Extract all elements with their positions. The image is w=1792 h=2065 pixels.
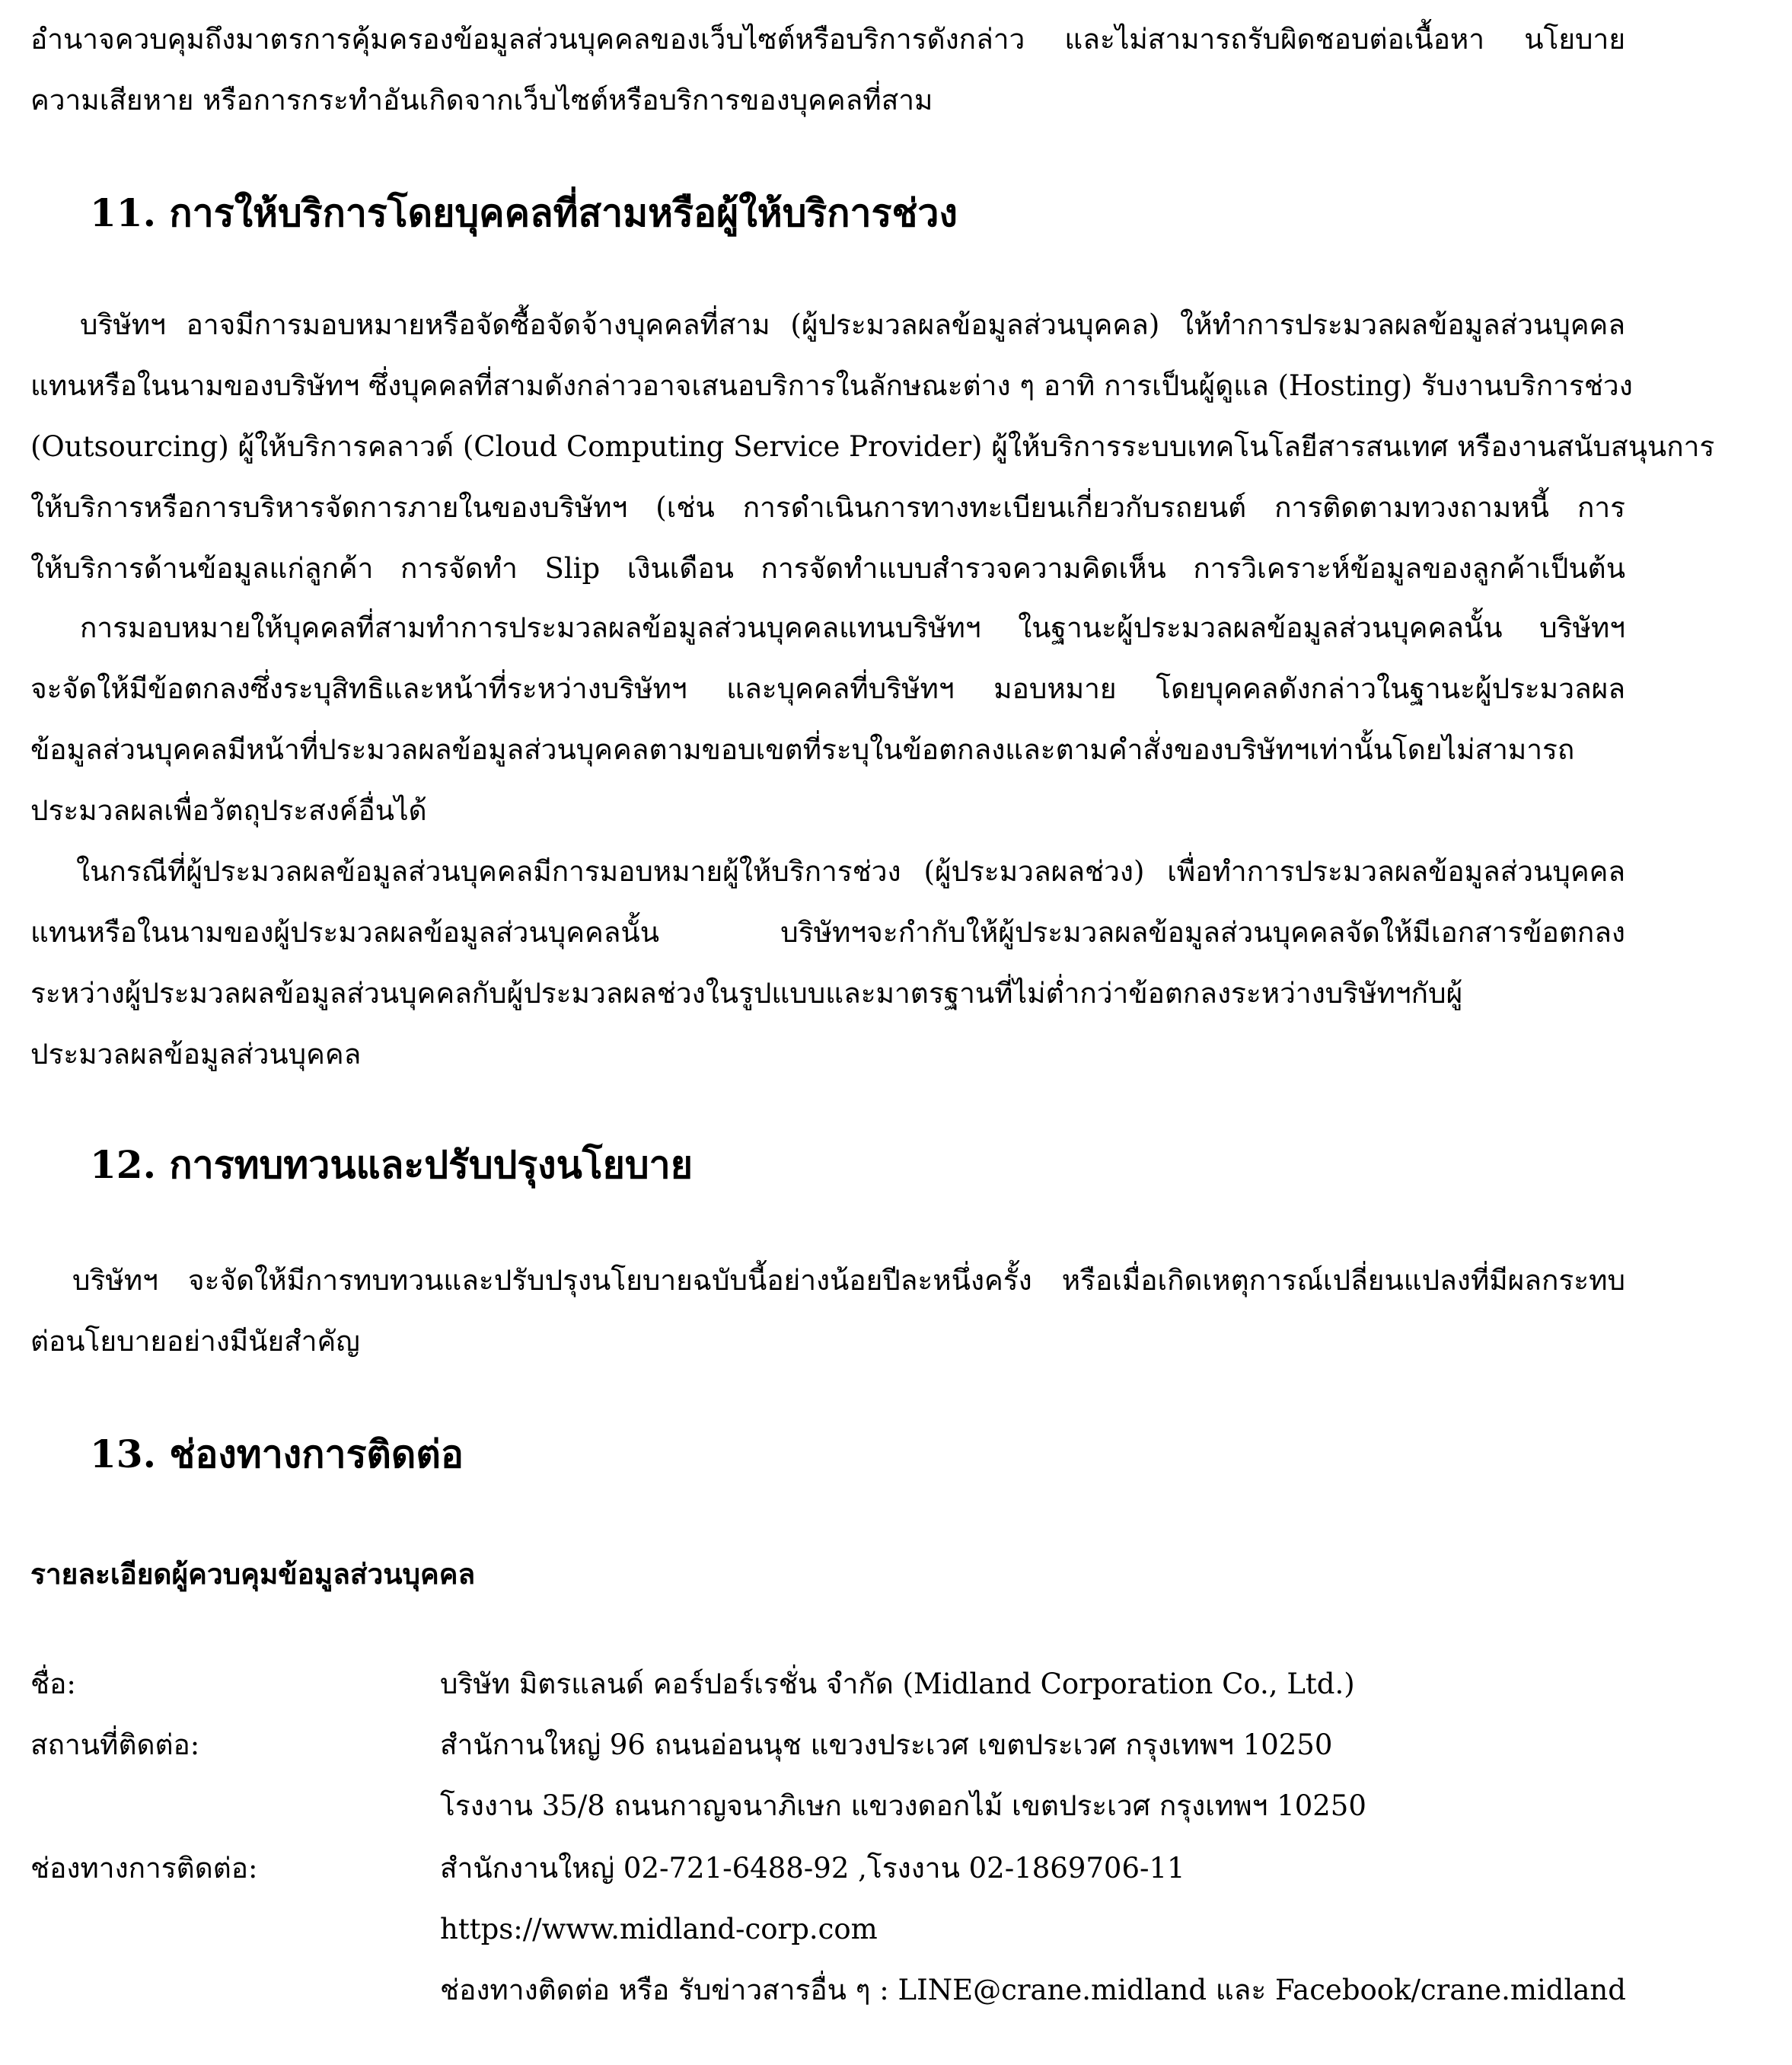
address-label: สถานที่ติดต่อ: — [30, 1728, 200, 1761]
s11-line-8: ข้อมูลส่วนบุคคลมีหน้าที่ประมวลผลข้อมูลส่วนบุคคลตามขอบเขตที่ระบุในข้อตกลงและตามคำสั่งของบริษัทฯเท่านั้นโดยไม่สามารถ — [30, 733, 1575, 766]
contact-phones: สำนักงานใหญ่ 02-721-6488-92 ,โรงงาน 02-1869706-11 — [440, 1852, 1185, 1885]
name-label: ชื่อ: — [30, 1668, 76, 1700]
s11-line-11: แทนหรือในนามของผู้ประมวลผลข้อมูลส่วนบุคคลนั้น บริษัทฯจะกำกับให้ผู้ประมวลผลข้อมูลส่วนบุคคลจัดให้มีเอกสารข้อตกลง — [30, 916, 1625, 949]
s12-line-1: บริษัทฯ จะจัดให้มีการทบทวนและปรับปรุงนโยบายฉบับนี้อย่างน้อยปีละหนึ่งครั้ง หรือเมื่อเกิดเหตุการณ์เปลี่ยนแปลงที่มีผลกระทบ — [72, 1264, 1625, 1297]
s11-line-9: ประมวลผลเพื่อวัตถุประสงค์อื่นได้ — [30, 794, 427, 827]
s11-line-12: ระหว่างผู้ประมวลผลข้อมูลส่วนบุคคลกับผู้ประมวลผลช่วงในรูปแบบและมาตรฐานที่ไม่ต่ำกว่าข้อตกลงระหว่างบริษัทฯกับผู้ — [30, 977, 1463, 1010]
intro-line-2: ความเสียหาย หรือการกระทำอันเกิดจากเว็บไซต์หรือบริการของบุคคลที่สาม — [30, 84, 933, 116]
section-12-heading: 12. การทบทวนและปรับปรุงนโยบาย — [90, 1142, 694, 1187]
section-11-heading: 11. การให้บริการโดยบุคคลที่สามหรือผู้ให้บริการช่วง — [90, 190, 958, 235]
address-factory: โรงงาน 35/8 ถนนกาญจนาภิเษก แขวงดอกไม้ เขตประเวศ กรุงเทพฯ 10250 — [440, 1789, 1366, 1822]
contact-social: ช่องทางติดต่อ หรือ รับข่าวสารอื่น ๆ : LINE@crane.midland และ Facebook/crane.midland — [440, 1974, 1626, 2006]
s11-line-1: บริษัทฯ อาจมีการมอบหมายหรือจัดซื้อจัดจ้างบุคคลที่สาม (ผู้ประมวลผลข้อมูลส่วนบุคคล) ให้ทำการประมวลผลข้อมูลส่วนบุคคล — [80, 308, 1625, 341]
s11-line-7: จะจัดให้มีข้อตกลงซึ่งระบุสิทธิและหน้าที่ระหว่างบริษัทฯ และบุคคลที่บริษัทฯ มอบหมาย โดยบุคคลดังกล่าวในฐานะผู้ประมวลผล — [30, 672, 1625, 705]
s11-line-6: การมอบหมายให้บุคคลที่สามทำการประมวลผลข้อมูลส่วนบุคคลแทนบริษัทฯ ในฐานะผู้ประมวลผลข้อมูลส่วนบุคคลนั้น บริษัทฯ — [80, 611, 1625, 644]
s12-line-2: ต่อนโยบายอย่างมีนัยสำคัญ — [30, 1325, 360, 1358]
s11-line-4: ให้บริการหรือการบริหารจัดการภายในของบริษัทฯ (เช่น การดำเนินการทางทะเบียนเกี่ยวกับรถยนต์ การติดตามทวงถามหนี้ การ — [30, 491, 1625, 524]
s11-line-3: (Outsourcing) ผู้ให้บริการคลาวด์ (Cloud Computing Service Provider) ผู้ให้บริการระบบเทคโนโลยีสารสนเทศ หรืองานสนับสนุนการ — [30, 430, 1715, 463]
s11-line-13: ประมวลผลข้อมูลส่วนบุคคล — [30, 1038, 362, 1071]
s11-line-10: ในกรณีที่ผู้ประมวลผลข้อมูลส่วนบุคคลมีการมอบหมายผู้ให้บริการช่วง (ผู้ประมวลผลช่วง) เพื่อทำการประมวลผลข้อมูลส่วนบุคคล — [76, 855, 1625, 888]
s11-line-5: ให้บริการด้านข้อมูลแก่ลูกค้า การจัดทำ Slip เงินเดือน การจัดทำแบบสำรวจความคิดเห็น การวิเคราะห์ข้อมูลของลูกค้าเป็นต้น — [30, 552, 1625, 585]
contact-website-link[interactable]: https://www.midland-corp.com — [440, 1913, 878, 1945]
s11-line-2: แทนหรือในนามของบริษัทฯ ซึ่งบุคคลที่สามดังกล่าวอาจเสนอบริการในลักษณะต่าง ๆ อาทิ การเป็นผู้ดูแล (Hosting) รับงานบริการช่วง — [30, 369, 1633, 402]
name-value: บริษัท มิตรแลนด์ คอร์ปอร์เรชั่น จำกัด (Midland Corporation Co., Ltd.) — [440, 1668, 1355, 1700]
intro-line-1: อำนาจควบคุมถึงมาตรการคุ้มครองข้อมูลส่วนบุคคลของเว็บไซต์หรือบริการดังกล่าว และไม่สามารถรับผิดชอบต่อเนื้อหา นโยบาย — [30, 23, 1625, 56]
contact-label: ช่องทางการติดต่อ: — [30, 1852, 258, 1885]
section-13-heading: 13. ช่องทางการติดต่อ — [90, 1431, 464, 1476]
address-head-office: สำนักานใหญ่ 96 ถนนอ่อนนุช แขวงประเวศ เขตประเวศ กรุงเทพฯ 10250 — [440, 1728, 1333, 1761]
controller-details-subheading: รายละเอียดผู้ควบคุมข้อมูลส่วนบุคคล — [30, 1557, 476, 1591]
